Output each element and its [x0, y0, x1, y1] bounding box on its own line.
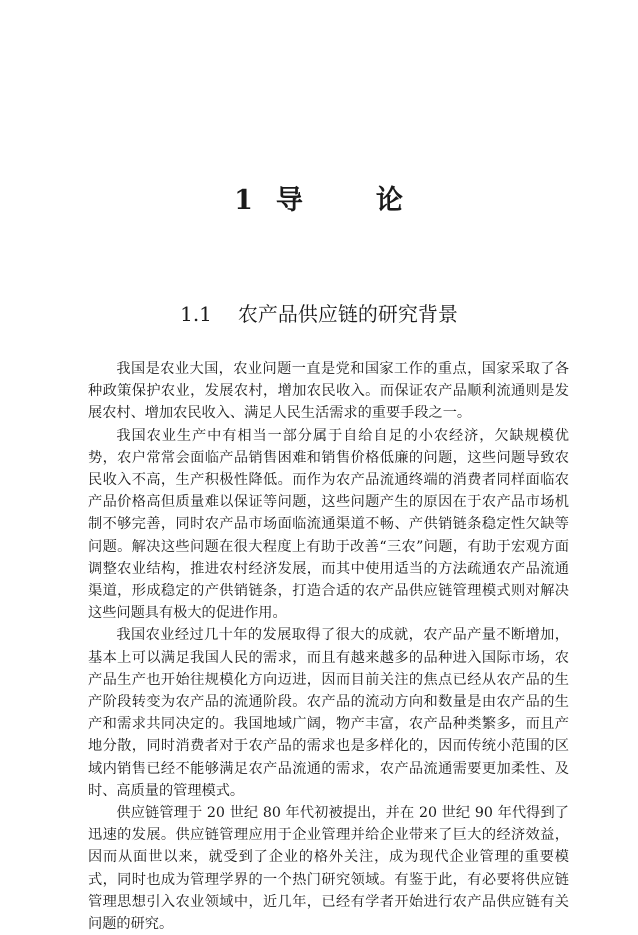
section-title: 农产品供应链的研究背景 — [237, 302, 458, 326]
chapter-title-char-2: 论 — [375, 185, 404, 216]
chapter-title-char-1: 导 — [275, 185, 304, 216]
paragraph-1: 我国是农业大国，农业问题一直是党和国家工作的重点，国家采取了各种政策保护农业，发展农村，增加农民收入。而保证农产品顺利流通则是发展农村、增加农民收入、满足人民生活需求的重要手段之一。 — [88, 361, 569, 422]
paragraph-4: 供应链管理于 20 世纪 80 年代初被提出，并在 20 世纪 90 年代得到了迅速的发展。供应链管理应用于企业管理并给企业带来了巨大的经济效益，因而从面世以来，就受到了企业的格外关注，成为现代企业管理的重要模式，同时也成为管理学界的一个热门研究领域。有鉴于此，有必要将供应链管理思想引入农业领域中，近几年，已经有学者开始进行农产品供应链有关问题的研究。 — [88, 805, 569, 933]
body-text — [88, 358, 569, 935]
section-heading — [0, 300, 638, 328]
chapter-title — [0, 183, 638, 219]
paragraph-2: 我国农业生产中有相当一部分属于自给自足的小农经济，欠缺规模优势，农户常常会面临产品销售困难和销售价格低廉的问题，这些问题导致农民收入不高，生产积极性降低。而作为农产品流通终端的消费者同样面临农产品价格高但质量难以保证等问题，这些问题产生的原因在于农产品市场机制不够完善，同时农产品市场面临流通渠道不畅、产供销链条稳定性欠缺等问题。解决这些问题在很大程度上有助于改善“三农”问题，有助于宏观方面调整农业结构，推进农村经济发展，而其中使用适当的方法疏通农产品流通渠道，形成稳定的产供销链条，打造合适的农产品供应链管理模式则对解决这些问题具有极大的促进作用。 — [88, 427, 569, 622]
chapter-number: 1 — [234, 185, 254, 216]
paragraph-3: 我国农业经过几十年的发展取得了很大的成就，农产品产量不断增加，基本上可以满足我国人民的需求，而且有越来越多的品种进入国际市场，农产品生产也开始往规模化方向迈进，因而目前关注的焦点已经从农产品的生产阶段转变为农产品的流通阶段。农产品的流动方向和数量是由农产品的生产和需求共同决定的。我国地域广阔，物产丰富，农产品种类繁多，而且产地分散，同时消费者对于农产品的需求也是多样化的，因而传统小范围的区域内销售已经不能够满足农产品流通的需求，农产品流通需要更加柔性、及时、高质量的管理模式。 — [88, 627, 569, 799]
section-number: 1.1 — [180, 302, 212, 326]
